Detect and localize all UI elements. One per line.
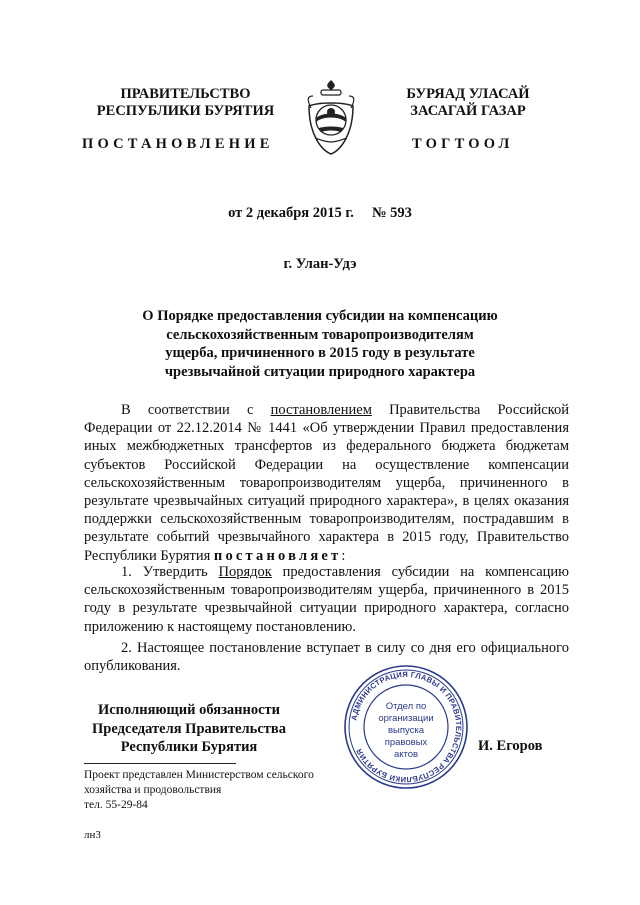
stamp-line: Отдел по — [385, 701, 427, 712]
footer-line: Проект представлен Министерством сельского — [84, 769, 314, 781]
document-number: № 593 — [371, 205, 412, 221]
official-stamp — [343, 664, 469, 790]
title-line: ущерба, причиненного в 2015 году в результате — [165, 345, 475, 361]
header-right-title: ТОГТООЛ — [412, 136, 514, 152]
executor-initials: лн3 — [84, 829, 101, 841]
title-line: сельскохозяйственным товаропроизводителям — [166, 326, 474, 343]
stamp-line: выпуска — [387, 725, 425, 736]
paragraph-item-1 — [84, 563, 569, 636]
stamp-line: правовых — [384, 737, 428, 748]
stamp-line: организации — [378, 713, 434, 724]
coat-of-arms-icon — [303, 76, 359, 156]
document-city: г. Улан-Удэ — [283, 256, 357, 272]
footer-phone: тел. 55-29-84 — [84, 799, 148, 811]
text-run: : — [341, 547, 346, 564]
text-run: 1. Утвердить — [121, 564, 219, 580]
footer-divider — [84, 763, 236, 764]
paragraph-item-2: 2. Настоящее постановление вступает в силу со дня его официального опубликования. — [84, 640, 569, 675]
text-run: предоставления субсидии на компенсацию сельскохозяйственным товаропроизводителям ущерба, причиненного в 2015 году в результате чрезвычайной ситуации природного характера, согласно приложению к настоящему постановлению. — [84, 564, 569, 635]
text-run: Правительства Российской Федерации от 22.12.2014 № 1441 «Об утверждении Правил предоставления иных межбюджетных трансфертов из федерального бюджета бюджетам субъектов Российской Федерации на осуществление компенсации сельскохозяйственным товаропроизводителям ущерба, причиненного в результате чрезвычайных ситуаций природного характера», в целях оказания поддержки сельскохозяйственным товаропроизводителям, пострадавшим в результате событий чрезвычайного характера в 2015 году, Правительство Республики Бурятия — [84, 402, 569, 564]
signature-position-line: Исполняющий обязанности — [97, 702, 281, 718]
text-run: В соответствии с — [121, 402, 271, 418]
title-line: О Порядке предоставления субсидии на компенсацию — [142, 308, 498, 324]
document-date: от 2 декабря 2015 г. — [228, 205, 354, 221]
stamp-ring-text: АДМИНИСТРАЦИЯ ГЛАВЫ И ПРАВИТЕЛЬСТВА РЕСПУБЛИКИ БУРЯТИЯ — [349, 669, 464, 785]
signature-block — [84, 701, 294, 757]
paragraph-preamble — [84, 401, 569, 565]
stamp-line: актов — [393, 749, 419, 760]
header-left — [88, 86, 283, 120]
signature-position-line: Республики Бурятия — [120, 739, 258, 755]
title-line: чрезвычайной ситуации природного характера — [164, 363, 476, 380]
signer-name: И. Егоров — [478, 738, 543, 754]
link-resolution[interactable]: постановлением — [270, 402, 372, 418]
header-right-line2: ЗАСАГАЙ ГАЗАР — [410, 103, 526, 119]
decree-word: постановляет — [213, 547, 342, 564]
signature-position-line: Председателя Правительства — [92, 720, 286, 737]
link-procedure[interactable]: Порядок — [218, 564, 272, 580]
header-left-line2: РЕСПУБЛИКИ БУРЯТИЯ — [96, 103, 275, 119]
footer-note — [84, 768, 344, 813]
header-left-title: ПОСТАНОВЛЕНИЕ — [82, 136, 274, 152]
header-left-line1: ПРАВИТЕЛЬСТВО — [120, 86, 251, 102]
footer-line: хозяйства и продовольствия — [84, 784, 222, 796]
header-right — [388, 86, 548, 120]
header-right-line1: БУРЯАД УЛАСАЙ — [406, 86, 530, 102]
date-line — [0, 205, 640, 222]
document-title — [120, 307, 520, 381]
